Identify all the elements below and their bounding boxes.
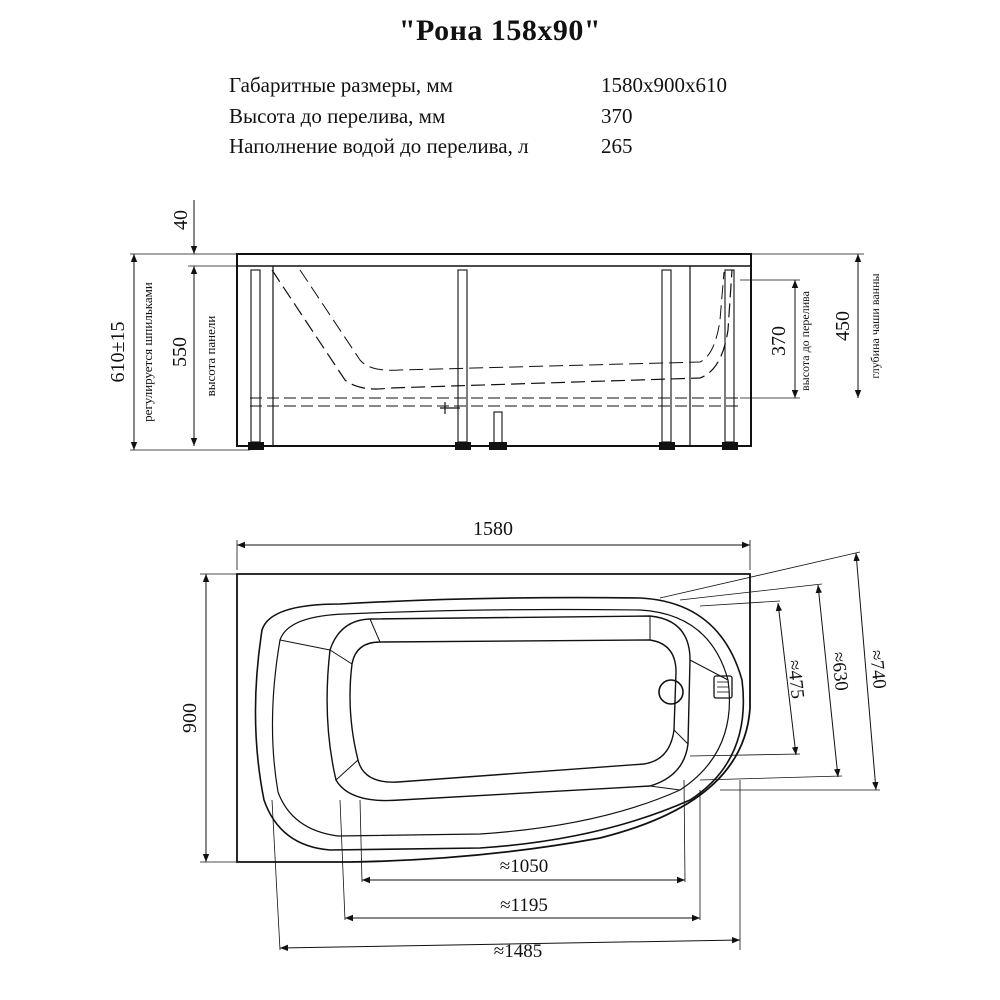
spec-value: 1580x900x610	[601, 73, 727, 97]
spec-value: 265	[601, 134, 633, 158]
spec-label: Габаритные размеры, мм	[229, 73, 453, 97]
dim-panel-height-note: высота панели	[203, 315, 218, 397]
page-title: "Рона 158x90"	[398, 14, 602, 47]
spec-value: 370	[601, 104, 633, 128]
dim-overflow-label: 370	[768, 326, 790, 356]
dim-bottom-1195-label: ≈1195	[500, 895, 548, 916]
dim-depth-note: глубина чаши ванны	[868, 273, 882, 379]
bowl-hidden-line	[272, 270, 732, 389]
dim-total-height-label: 610±15	[107, 321, 129, 383]
dim-total-height-note: регулируется шпильками	[140, 282, 155, 422]
dim-bowl-475-label: ≈475	[782, 658, 808, 700]
dim-width-label: 900	[179, 703, 201, 733]
bowl-upper-edge	[327, 616, 690, 801]
dim-bowl-630-label: ≈630	[826, 650, 852, 692]
dim-length-label: 1580	[473, 518, 513, 540]
side-view	[130, 200, 864, 450]
dim-bottom-1485-label: ≈1485	[493, 941, 543, 962]
spec-label: Наполнение водой до перелива, л	[229, 134, 529, 158]
dim-panel-height-label: 550	[169, 337, 191, 367]
drain-icon	[659, 680, 683, 704]
dim-top-label: 40	[170, 210, 192, 230]
dim-overflow-note: высота до перелива	[798, 290, 812, 392]
bowl-bottom	[350, 640, 676, 782]
spec-label: Высота до перелива, мм	[229, 104, 446, 128]
top-view	[200, 540, 880, 950]
dim-bowl-740-label: ≈740	[864, 648, 890, 690]
dim-depth-label: 450	[832, 311, 854, 341]
dim-bottom-1050-label: ≈1050	[499, 856, 549, 877]
